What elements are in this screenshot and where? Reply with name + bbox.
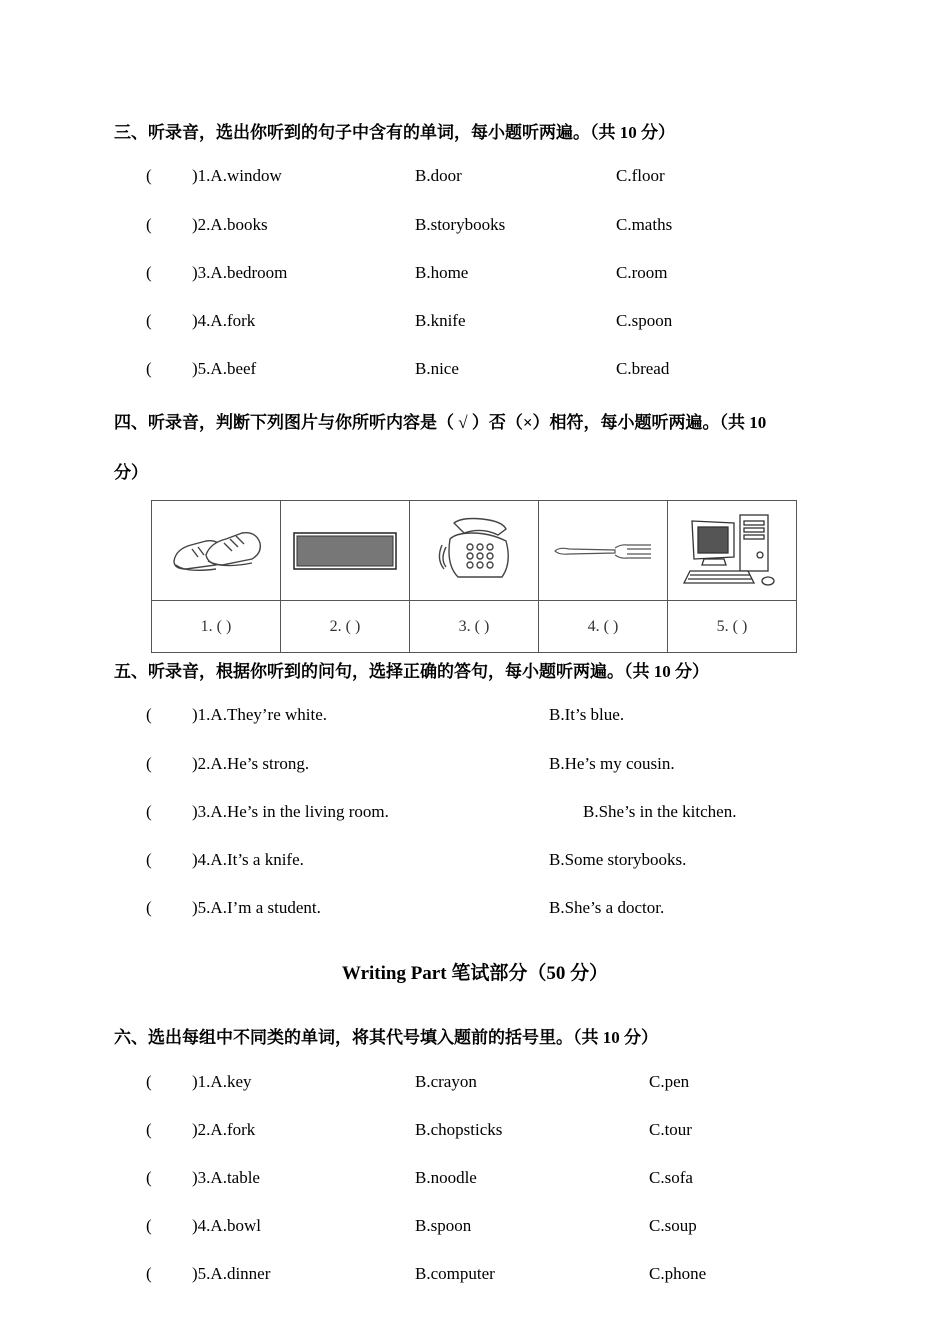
telephone-icon: [432, 515, 516, 587]
option-c: C.spoon: [616, 311, 673, 330]
option-b: B.door: [415, 166, 462, 185]
option-a: )4.A.fork: [192, 311, 256, 330]
option-c: C.tour: [649, 1120, 692, 1139]
picture-table: [151, 500, 797, 653]
section4-heading-cont: 分）: [114, 463, 148, 482]
option-a: )3.A.table: [192, 1168, 260, 1187]
answer-blank[interactable]: (: [146, 754, 152, 773]
answer-blank[interactable]: (: [146, 311, 152, 330]
section4-heading: 四、听录音，判断下列图片与你所听内容是（ √ ）否（×）相符，每小题听两遍。（共 10: [114, 413, 767, 432]
picture-cell: [152, 501, 281, 601]
option-a: )5.A.I’m a student.: [192, 898, 321, 917]
section6-heading: 六、选出每组中不同类的单词，将其代号填入题前的括号里。（共 10 分）: [114, 1028, 658, 1047]
option-b: B.He’s my cousin.: [549, 754, 675, 773]
blackboard-icon: [293, 531, 397, 571]
answer-cell-3[interactable]: [410, 601, 539, 653]
option-a: )1.A.They’re white.: [192, 705, 328, 724]
option-c: C.soup: [649, 1216, 697, 1235]
answer-blank[interactable]: (: [146, 215, 152, 234]
answer-blank[interactable]: (: [146, 898, 152, 917]
option-b: B.knife: [415, 311, 466, 330]
option-a: )2.A.books: [192, 215, 268, 234]
option-c: C.maths: [616, 215, 673, 234]
answer-blank[interactable]: (: [146, 263, 152, 282]
picture-cell: [410, 501, 539, 601]
picture-cell: [668, 501, 797, 601]
answer-cell-5[interactable]: [668, 601, 797, 653]
answer-blank[interactable]: (: [146, 1264, 152, 1283]
option-a: )4.A.bowl: [192, 1216, 261, 1235]
answer-label: 3. ( ): [458, 617, 490, 635]
option-b: B.spoon: [415, 1216, 472, 1235]
option-b: B.She’s a doctor.: [549, 898, 665, 917]
answer-blank[interactable]: (: [146, 359, 152, 378]
option-c: C.phone: [649, 1264, 707, 1283]
fork-icon: [553, 539, 653, 563]
option-a: )3.A.He’s in the living room.: [192, 802, 389, 821]
answer-blank[interactable]: (: [146, 1216, 152, 1235]
answer-label: 5. ( ): [716, 617, 748, 635]
section5-heading: 五、听录音，根据你听到的问句，选择正确的答句，每小题听两遍。（共 10 分）: [114, 662, 709, 681]
answer-blank[interactable]: (: [146, 850, 152, 869]
option-a: )3.A.bedroom: [192, 263, 288, 282]
option-a: )1.A.key: [192, 1072, 252, 1091]
option-a: )2.A.fork: [192, 1120, 256, 1139]
option-b: B.home: [415, 263, 469, 282]
shoes-icon: [166, 521, 266, 581]
answer-label: 2. ( ): [329, 617, 361, 635]
option-a: )5.A.beef: [192, 359, 257, 378]
option-b: B.computer: [415, 1264, 495, 1283]
answer-blank[interactable]: (: [146, 802, 152, 821]
answer-blank[interactable]: (: [146, 1168, 152, 1187]
option-c: C.sofa: [649, 1168, 693, 1187]
answer-blank[interactable]: (: [146, 1120, 152, 1139]
option-b: B.She’s in the kitchen.: [583, 802, 737, 821]
answer-label: 4. ( ): [587, 617, 619, 635]
option-b: B.crayon: [415, 1072, 477, 1091]
answer-cell-4[interactable]: [539, 601, 668, 653]
picture-cell: [539, 501, 668, 601]
option-a: )2.A.He’s strong.: [192, 754, 310, 773]
option-c: C.room: [616, 263, 668, 282]
option-c: C.bread: [616, 359, 670, 378]
option-b: B.noodle: [415, 1168, 477, 1187]
answer-blank[interactable]: (: [146, 1072, 152, 1091]
answer-blank[interactable]: (: [146, 705, 152, 724]
writing-part-title: Writing Part 笔试部分（50 分）: [341, 963, 609, 984]
answer-cell-2[interactable]: [281, 601, 410, 653]
option-c: C.pen: [649, 1072, 690, 1091]
answer-label: 1. ( ): [200, 617, 232, 635]
answer-blank[interactable]: (: [146, 166, 152, 185]
option-c: C.floor: [616, 166, 665, 185]
option-b: B.nice: [415, 359, 459, 378]
answer-cell-1[interactable]: [152, 601, 281, 653]
option-a: )1.A.window: [192, 166, 282, 185]
option-a: )5.A.dinner: [192, 1264, 271, 1283]
option-a: )4.A.It’s a knife.: [192, 850, 304, 869]
picture-cell: [281, 501, 410, 601]
section3-heading: 三、听录音，选出你听到的句子中含有的单词，每小题听两遍。（共 10 分）: [114, 123, 675, 142]
option-b: B.chopsticks: [415, 1120, 503, 1139]
computer-icon: [682, 511, 782, 591]
option-b: B.It’s blue.: [549, 705, 625, 724]
option-b: B.Some storybooks.: [549, 850, 687, 869]
option-b: B.storybooks: [415, 215, 506, 234]
